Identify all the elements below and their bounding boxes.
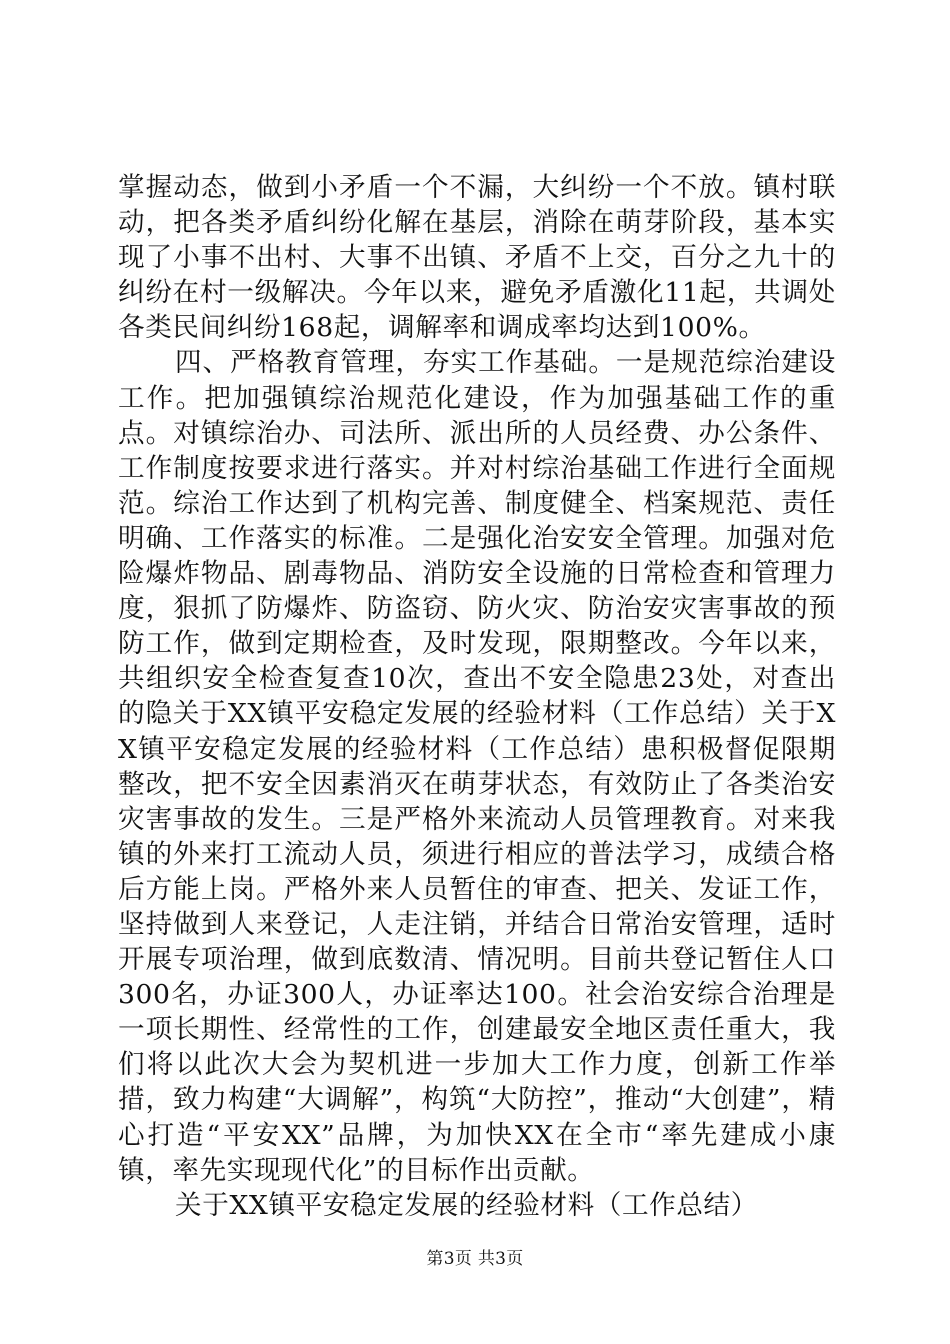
paragraph-title-repeat: 关于XX镇平安稳定发展的经验材料（工作总结） <box>175 1189 758 1221</box>
page-footer: 第3页 共3页 <box>426 1249 524 1269</box>
paragraph-section-four: 四、严格教育管理，夯实工作基础。一是规范综治建设工作。把加强镇综治规范化建设，作为加强基础工作的重点。对镇综治办、司法所、派出所的人员经费、办公条件、工作制度按要求进行落实。并对村综治基础工作进行全面规范。综治工作达到了机构完善、制度健全、档案规范、责任明确、工作落实的标准。二是强化治安安全管理。加强对危险爆炸物品、剧毒物品、消防安全设施的日常检查和管理力度，狠抓了防爆炸、防盗窃、防火灾、防治安灾害事故的预防工作，做到定期检查，及时发现，限期整改。今年以来，共组织安全检查复查10次，查出不安全隐患23处，对查出的隐关于XX镇平安稳定发展的经验材料（工作总结）关于XX镇平安稳定发展的经验材料（工作总结）患积极督促限期整改，把不安全因素消灭在萌芽状态，有效防止了各类治安灾害事故的发生。三是严格外来流动人员管理教育。对来我镇的外来打工流动人员，须进行相应的普法学习，成绩合格后方能上岗。严格外来人员暂住的审查、把关、发证工作，坚持做到人来登记，人走注销，并结合日常治安管理，适时开展专项治理，做到底数清、情况明。目前共登记暂住人口300名，办证300人，办证率达100。社会治安综合治理是一项长期性、经常性的工作，创建最安全地区责任重大，我们将以此次大会为契机进一步加大工作力度，创新工作举措，致力构建“大调解”，构筑“大防控”，推动“大创建”，精心打造“平安XX”品牌，为加快XX在全市“率先建成小康镇，率先实现现代化”的目标作出贡献。 <box>118 347 836 1186</box>
paragraph-continuation: 掌握动态，做到小矛盾一个不漏，大纠纷一个不放。镇村联动，把各类矛盾纠纷化解在基层，消除在萌芽阶段，基本实现了小事不出村、大事不出镇、矛盾不上交，百分之九十的纠纷在村一级解决。今年以来，避免矛盾激化11起，共调处各类民间纠纷168起，调解率和调成率均达到100%。 <box>118 172 836 344</box>
document-body <box>118 170 836 1223</box>
